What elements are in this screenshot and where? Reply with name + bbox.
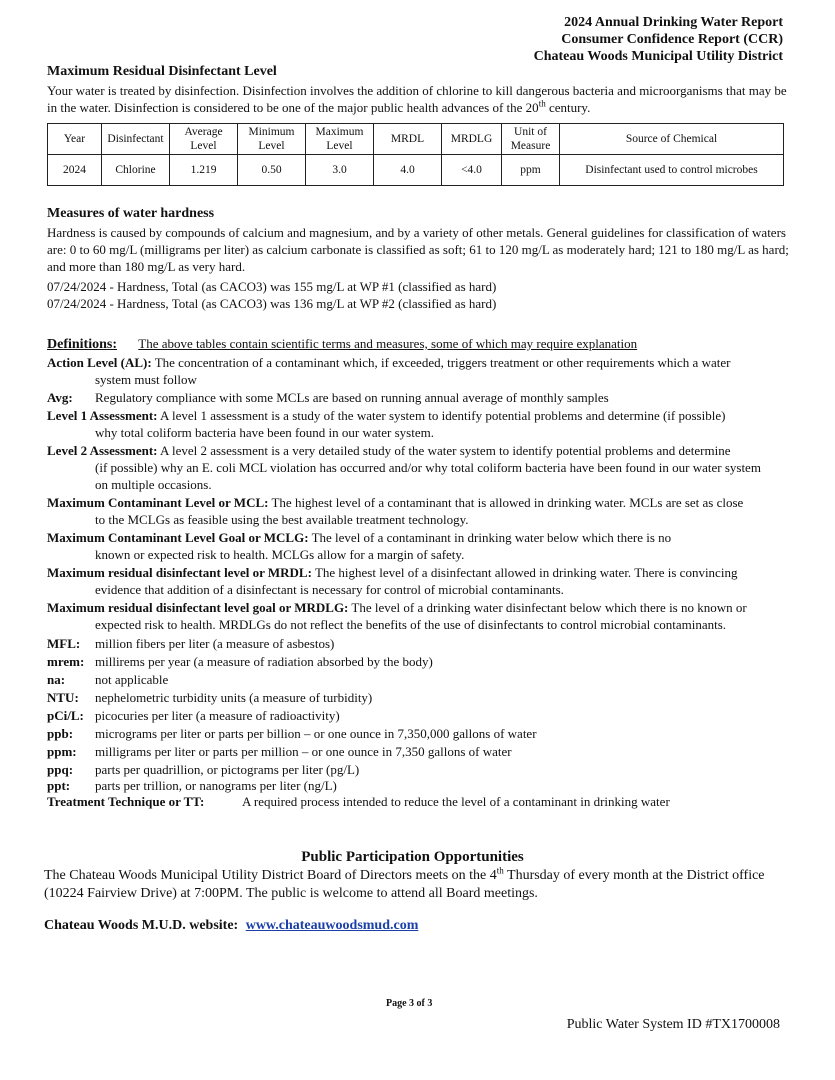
col-mrdl: MRDL bbox=[374, 124, 442, 155]
definition-term: Level 2 Assessment: bbox=[47, 443, 158, 458]
abbr-term: ppb: bbox=[47, 726, 74, 741]
table-row bbox=[48, 155, 784, 186]
list-item bbox=[47, 354, 787, 388]
cell-minimum: 0.50 bbox=[238, 155, 306, 186]
definition-text: The concentration of a contaminant which, if exceeded, triggers treatment or other requirements which a water bbox=[154, 355, 731, 370]
hardness-result-2: 07/24/2024 - Hardness, Total (as CACO3) was 136 mg/L at WP #2 (classified as hard) bbox=[47, 296, 497, 311]
definition-text: The level of a contaminant in drinking water below which there is no bbox=[311, 530, 672, 545]
definition-text: Regulatory compliance with some MCLs are based on running annual average of monthly samples bbox=[95, 390, 609, 405]
definition-cont: evidence that addition of a disinfectant is necessary for control of microbial contaminants. bbox=[95, 582, 564, 597]
definition-text: The highest level of a disinfectant allowed in drinking water. There is convincing bbox=[314, 565, 738, 580]
participation-text-end: Thursday of every month at the District office (10224 Fairview Drive) at 7:00PM. The public is welcome to attend all Board meetings. bbox=[44, 868, 765, 901]
col-mrdlg: MRDLG bbox=[442, 124, 502, 155]
participation-text bbox=[44, 867, 789, 903]
mrdl-table-header-row bbox=[48, 124, 784, 155]
page-number: Page 3 of 3 bbox=[386, 998, 433, 1009]
abbr-text: millirems per year (a measure of radiation absorbed by the body) bbox=[95, 654, 433, 669]
definition-term: Maximum Contaminant Level or MCL: bbox=[47, 495, 269, 510]
cell-maximum: 3.0 bbox=[306, 155, 374, 186]
definition-term: Action Level (AL): bbox=[47, 355, 152, 370]
definition-term: Maximum Contaminant Level Goal or MCLG: bbox=[47, 530, 309, 545]
abbr-text: A required process intended to reduce the level of a contaminant in drinking water bbox=[242, 794, 670, 809]
definition-cont: (if possible) why an E. coli MCL violation has occurred and/or why total coliform bacteria have been found in our water system on multiple occasions. bbox=[95, 460, 761, 492]
definition-term: Maximum residual disinfectant level or MRDL: bbox=[47, 565, 312, 580]
abbr-text: picocuries per liter (a measure of radioactivity) bbox=[95, 708, 340, 723]
list-item bbox=[47, 743, 787, 761]
col-unit: Unit of Measure bbox=[502, 124, 560, 155]
participation-sup: th bbox=[496, 865, 504, 876]
abbr-term: MFL: bbox=[47, 636, 81, 651]
abbr-term: mrem: bbox=[47, 654, 85, 669]
definition-cont: system must follow bbox=[95, 372, 197, 387]
definitions-subtitle: The above tables contain scientific terms and measures, some of which may require explanation bbox=[138, 336, 638, 351]
abbr-term: ppq: bbox=[47, 762, 74, 777]
mrdl-intro-end: century. bbox=[545, 100, 591, 115]
hardness-text: Hardness is caused by compounds of calcium and magnesium, and by a variety of other metals. General guidelines for classification of waters are: 0 to 60 mg/L (milligrams per liter) as calcium carbonate is classified as soft; 61 to 120 mg/L as moderately hard; 121 to 180 mg/L as hard; and more than 180 mg/L as very hard. bbox=[47, 225, 789, 274]
abbr-term: ppt: bbox=[47, 778, 71, 793]
cell-source: Disinfectant used to control microbes bbox=[560, 155, 784, 186]
definition-cont: why total coliform bacteria have been found in our water system. bbox=[95, 425, 434, 440]
list-item bbox=[47, 725, 787, 743]
col-source: Source of Chemical bbox=[560, 124, 784, 155]
list-item bbox=[47, 793, 787, 811]
list-item bbox=[47, 779, 787, 793]
definition-text: A level 2 assessment is a very detailed study of the water system to identify potential problems and determine bbox=[160, 443, 731, 458]
abbr-term: na: bbox=[47, 672, 66, 687]
cell-mrdlg: <4.0 bbox=[442, 155, 502, 186]
report-header bbox=[534, 14, 783, 65]
list-item bbox=[47, 707, 787, 725]
mrdl-table bbox=[47, 123, 784, 186]
cell-year: 2024 bbox=[48, 155, 102, 186]
list-item bbox=[47, 635, 787, 653]
definitions-heading bbox=[47, 336, 637, 353]
abbr-text: parts per quadrillion, or pictograms per liter (pg/L) bbox=[95, 762, 360, 777]
website-link[interactable]: www.chateauwoodsmud.com bbox=[245, 918, 419, 933]
hardness-result-1: 07/24/2024 - Hardness, Total (as CACO3) was 155 mg/L at WP #1 (classified as hard) bbox=[47, 279, 497, 294]
definitions-list bbox=[47, 354, 787, 811]
cell-average: 1.219 bbox=[170, 155, 238, 186]
list-item bbox=[47, 671, 787, 689]
abbr-text: million fibers per liter (a measure of asbestos) bbox=[95, 636, 335, 651]
cell-disinfectant: Chlorine bbox=[102, 155, 170, 186]
header-line-3: Chateau Woods Municipal Utility District bbox=[533, 49, 783, 64]
list-item bbox=[47, 442, 787, 493]
cell-mrdl: 4.0 bbox=[374, 155, 442, 186]
website-line bbox=[44, 918, 418, 934]
abbr-term: ppm: bbox=[47, 744, 77, 759]
abbr-text: parts per trillion, or nanograms per liter (ng/L) bbox=[95, 778, 337, 793]
definitions-title: Definitions: bbox=[47, 337, 117, 352]
definition-cont: known or expected risk to health. MCLGs allow for a margin of safety. bbox=[95, 547, 465, 562]
list-item bbox=[47, 529, 787, 563]
definition-text: The level of a drinking water disinfectant below which there is no known or bbox=[351, 600, 747, 615]
definition-cont: expected risk to health. MRDLGs do not reflect the benefits of the use of disinfectants to control microbial contaminants. bbox=[95, 617, 727, 632]
list-item bbox=[47, 689, 787, 707]
list-item bbox=[47, 761, 787, 779]
abbreviation-list bbox=[47, 635, 787, 811]
col-minimum-level: Minimum Level bbox=[238, 124, 306, 155]
definition-term: Avg: bbox=[47, 390, 73, 405]
definition-cont: to the MCLGs as feasible using the best available treatment technology. bbox=[95, 512, 469, 527]
list-item bbox=[47, 389, 787, 406]
participation-title: Public Participation Opportunities bbox=[301, 849, 524, 865]
abbr-text: micrograms per liter or parts per billion – or one ounce in 7,350,000 gallons of water bbox=[95, 726, 537, 741]
col-average-level: Average Level bbox=[170, 124, 238, 155]
mrdl-intro-sup: th bbox=[538, 98, 546, 109]
list-item bbox=[47, 494, 787, 528]
abbr-term: NTU: bbox=[47, 690, 79, 705]
hardness-title: Measures of water hardness bbox=[47, 206, 215, 221]
website-label: Chateau Woods M.U.D. website: bbox=[44, 918, 239, 933]
public-water-system-id: Public Water System ID #TX1700008 bbox=[566, 1017, 780, 1032]
abbr-term: pCi/L: bbox=[47, 708, 84, 723]
participation-text-start: The Chateau Woods Municipal Utility District Board of Directors meets on the 4 bbox=[44, 868, 497, 883]
cell-unit: ppm bbox=[502, 155, 560, 186]
definition-text: A level 1 assessment is a study of the water system to identify potential problems and determine (if possible) bbox=[160, 408, 726, 423]
abbr-term: Treatment Technique or TT: bbox=[47, 794, 205, 809]
list-item bbox=[47, 407, 787, 441]
mrdl-title: Maximum Residual Disinfectant Level bbox=[47, 64, 277, 79]
col-disinfectant: Disinfectant bbox=[102, 124, 170, 155]
mrdl-intro-text: Your water is treated by disinfection. Disinfection involves the addition of chlorine to kill dangerous bacteria and microorganisms that may be in the water. Disinfection is considered to be one of the major public health advances of the 20 bbox=[47, 83, 787, 115]
definition-term: Level 1 Assessment: bbox=[47, 408, 158, 423]
abbr-text: milligrams per liter or parts per million – or one ounce in 7,350 gallons of water bbox=[95, 744, 512, 759]
definition-term: Maximum residual disinfectant level goal or MRDLG: bbox=[47, 600, 349, 615]
col-maximum-level: Maximum Level bbox=[306, 124, 374, 155]
header-line-1: 2024 Annual Drinking Water Report bbox=[564, 15, 783, 30]
list-item bbox=[47, 564, 787, 598]
abbr-text: not applicable bbox=[95, 672, 169, 687]
header-line-2: Consumer Confidence Report (CCR) bbox=[561, 32, 783, 47]
definition-text: The highest level of a contaminant that is allowed in drinking water. MCLs are set as close bbox=[271, 495, 744, 510]
abbr-text: nephelometric turbidity units (a measure of turbidity) bbox=[95, 690, 373, 705]
list-item bbox=[47, 599, 787, 633]
col-year: Year bbox=[48, 124, 102, 155]
list-item bbox=[47, 653, 787, 671]
mrdl-intro bbox=[47, 82, 787, 116]
